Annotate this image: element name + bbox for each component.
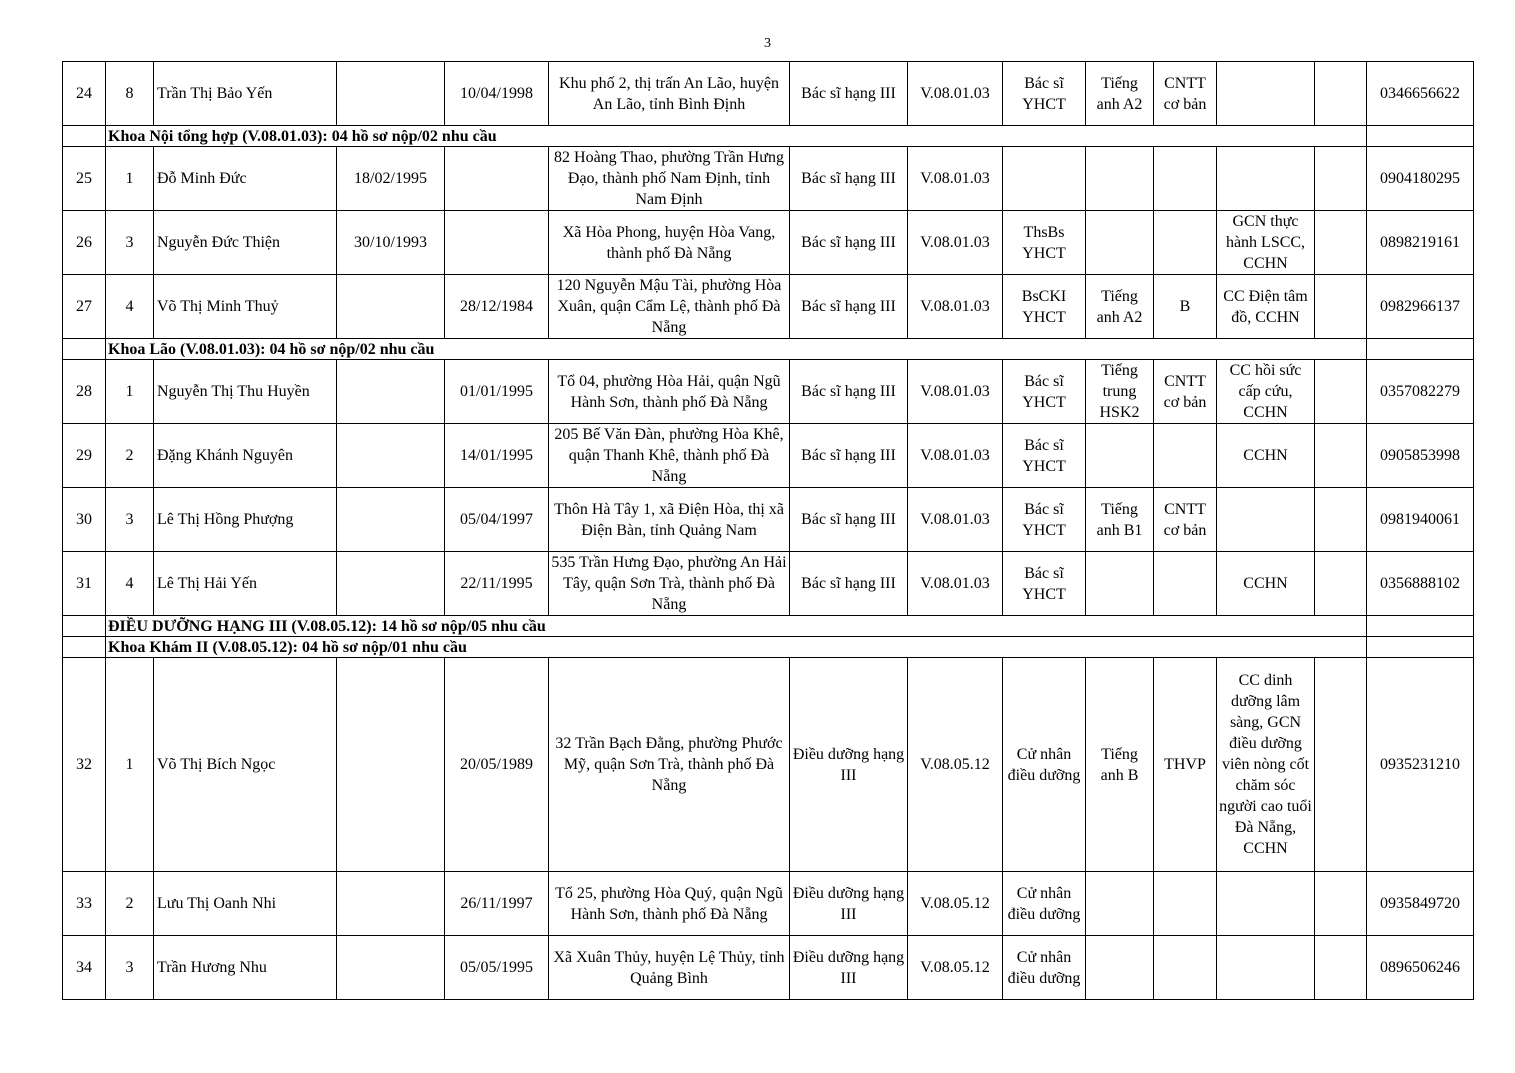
stt-cell: 30 xyxy=(63,488,106,552)
group-stt-cell: 3 xyxy=(106,488,154,552)
name-cell: Võ Thị Minh Thuỷ xyxy=(154,275,337,339)
dob-female-cell: 26/11/1997 xyxy=(445,872,549,936)
table-row xyxy=(63,872,1474,936)
group-stt-cell: 1 xyxy=(106,147,154,211)
table-row xyxy=(63,62,1474,126)
code-cell: V.08.01.03 xyxy=(908,62,1003,126)
certificate-cell: CC dinh dưỡng lâm sàng, GCN điều dưỡng viên nòng cốt chăm sóc người cao tuổi Đà Nẵng, CCHN xyxy=(1217,658,1315,872)
language-cell xyxy=(1086,552,1154,616)
section-header-row xyxy=(63,637,1474,658)
table-row xyxy=(63,488,1474,552)
stt-cell: 25 xyxy=(63,147,106,211)
table-body xyxy=(63,62,1474,1000)
address-cell: Thôn Hà Tây 1, xã Điện Hòa, thị xã Điện Bàn, tỉnh Quảng Nam xyxy=(549,488,790,552)
note-cell xyxy=(1315,552,1367,616)
dob-male-cell xyxy=(337,62,445,126)
degree-cell: Bác sĩ YHCT xyxy=(1003,62,1086,126)
dob-male-cell: 18/02/1995 xyxy=(337,147,445,211)
name-cell: Lê Thị Hồng Phượng xyxy=(154,488,337,552)
phone-cell: 0904180295 xyxy=(1367,147,1474,211)
it-cell xyxy=(1154,211,1217,275)
degree-cell: Bác sĩ YHCT xyxy=(1003,424,1086,488)
section-title: Khoa Lão (V.08.01.03): 04 hồ sơ nộp/02 nhu cầu xyxy=(106,339,1367,360)
section-spacer-cell xyxy=(63,616,106,637)
stt-cell: 32 xyxy=(63,658,106,872)
phone-cell: 0905853998 xyxy=(1367,424,1474,488)
group-stt-cell: 1 xyxy=(106,658,154,872)
code-cell: V.08.01.03 xyxy=(908,147,1003,211)
table-row xyxy=(63,936,1474,1000)
note-cell xyxy=(1315,360,1367,424)
position-cell: Bác sĩ hạng III xyxy=(790,211,908,275)
language-cell xyxy=(1086,872,1154,936)
certificate-cell xyxy=(1217,872,1315,936)
name-cell: Lưu Thị Oanh Nhi xyxy=(154,872,337,936)
stt-cell: 29 xyxy=(63,424,106,488)
group-stt-cell: 4 xyxy=(106,552,154,616)
phone-cell: 0981940061 xyxy=(1367,488,1474,552)
dob-female-cell xyxy=(445,211,549,275)
note-cell xyxy=(1315,147,1367,211)
note-cell xyxy=(1315,424,1367,488)
table-row xyxy=(63,211,1474,275)
group-stt-cell: 8 xyxy=(106,62,154,126)
dob-female-cell: 05/04/1997 xyxy=(445,488,549,552)
it-cell: B xyxy=(1154,275,1217,339)
position-cell: Bác sĩ hạng III xyxy=(790,275,908,339)
certificate-cell xyxy=(1217,147,1315,211)
dob-male-cell xyxy=(337,936,445,1000)
group-stt-cell: 4 xyxy=(106,275,154,339)
certificate-cell: GCN thực hành LSCC, CCHN xyxy=(1217,211,1315,275)
phone-cell: 0982966137 xyxy=(1367,275,1474,339)
dob-female-cell: 22/11/1995 xyxy=(445,552,549,616)
language-cell: Tiếng anh B1 xyxy=(1086,488,1154,552)
code-cell: V.08.01.03 xyxy=(908,211,1003,275)
degree-cell: Cử nhân điều dưỡng xyxy=(1003,872,1086,936)
degree-cell: Bác sĩ YHCT xyxy=(1003,360,1086,424)
address-cell: 32 Trần Bạch Đằng, phường Phước Mỹ, quận Sơn Trà, thành phố Đà Nẵng xyxy=(549,658,790,872)
dob-male-cell xyxy=(337,275,445,339)
address-cell: Xã Xuân Thủy, huyện Lệ Thủy, tỉnh Quảng Bình xyxy=(549,936,790,1000)
dob-female-cell: 01/01/1995 xyxy=(445,360,549,424)
dob-male-cell xyxy=(337,872,445,936)
certificate-cell xyxy=(1217,936,1315,1000)
code-cell: V.08.01.03 xyxy=(908,424,1003,488)
table-row xyxy=(63,424,1474,488)
stt-cell: 34 xyxy=(63,936,106,1000)
position-cell: Bác sĩ hạng III xyxy=(790,360,908,424)
note-cell xyxy=(1315,658,1367,872)
section-phone-cell xyxy=(1367,637,1474,658)
group-stt-cell: 3 xyxy=(106,211,154,275)
address-cell: 120 Nguyễn Mậu Tài, phường Hòa Xuân, quận Cẩm Lệ, thành phố Đà Nẵng xyxy=(549,275,790,339)
stt-cell: 27 xyxy=(63,275,106,339)
phone-cell: 0357082279 xyxy=(1367,360,1474,424)
language-cell: Tiếng anh A2 xyxy=(1086,275,1154,339)
degree-cell: BsCKI YHCT xyxy=(1003,275,1086,339)
position-cell: Điều dưỡng hạng III xyxy=(790,872,908,936)
language-cell: Tiếng trung HSK2 xyxy=(1086,360,1154,424)
dob-female-cell: 05/05/1995 xyxy=(445,936,549,1000)
code-cell: V.08.01.03 xyxy=(908,552,1003,616)
stt-cell: 28 xyxy=(63,360,106,424)
section-phone-cell xyxy=(1367,616,1474,637)
table-row xyxy=(63,658,1474,872)
phone-cell: 0346656622 xyxy=(1367,62,1474,126)
dob-female-cell: 28/12/1984 xyxy=(445,275,549,339)
dob-female-cell xyxy=(445,147,549,211)
phone-cell: 0935231210 xyxy=(1367,658,1474,872)
dob-male-cell xyxy=(337,658,445,872)
it-cell xyxy=(1154,872,1217,936)
certificate-cell: CCHN xyxy=(1217,424,1315,488)
certificate-cell xyxy=(1217,62,1315,126)
section-header-row xyxy=(63,616,1474,637)
section-title: Khoa Khám II (V.08.05.12): 04 hồ sơ nộp/01 nhu cầu xyxy=(106,637,1367,658)
certificate-cell xyxy=(1217,488,1315,552)
address-cell: 82 Hoàng Thao, phường Trần Hưng Đạo, thành phố Nam Định, tỉnh Nam Định xyxy=(549,147,790,211)
degree-cell: Bác sĩ YHCT xyxy=(1003,552,1086,616)
phone-cell: 0896506246 xyxy=(1367,936,1474,1000)
name-cell: Đặng Khánh Nguyên xyxy=(154,424,337,488)
address-cell: 535 Trần Hưng Đạo, phường An Hải Tây, quận Sơn Trà, thành phố Đà Nẵng xyxy=(549,552,790,616)
dob-male-cell xyxy=(337,360,445,424)
group-stt-cell: 3 xyxy=(106,936,154,1000)
section-title: ĐIỀU DƯỠNG HẠNG III (V.08.05.12): 14 hồ sơ nộp/05 nhu cầu xyxy=(106,616,1367,637)
address-cell: Tổ 04, phường Hòa Hải, quận Ngũ Hành Sơn, thành phố Đà Nẵng xyxy=(549,360,790,424)
certificate-cell: CC hồi sức cấp cứu, CCHN xyxy=(1217,360,1315,424)
phone-cell: 0356888102 xyxy=(1367,552,1474,616)
dob-male-cell: 30/10/1993 xyxy=(337,211,445,275)
group-stt-cell: 2 xyxy=(106,424,154,488)
name-cell: Võ Thị Bích Ngọc xyxy=(154,658,337,872)
dob-male-cell xyxy=(337,424,445,488)
language-cell: Tiếng anh A2 xyxy=(1086,62,1154,126)
table-row xyxy=(63,275,1474,339)
degree-cell: Cử nhân điều dưỡng xyxy=(1003,936,1086,1000)
certificate-cell: CCHN xyxy=(1217,552,1315,616)
note-cell xyxy=(1315,872,1367,936)
code-cell: V.08.05.12 xyxy=(908,936,1003,1000)
phone-cell: 0935849720 xyxy=(1367,872,1474,936)
code-cell: V.08.01.03 xyxy=(908,275,1003,339)
note-cell xyxy=(1315,488,1367,552)
address-cell: Xã Hòa Phong, huyện Hòa Vang, thành phố Đà Nẵng xyxy=(549,211,790,275)
it-cell xyxy=(1154,552,1217,616)
section-phone-cell xyxy=(1367,126,1474,147)
degree-cell xyxy=(1003,147,1086,211)
group-stt-cell: 2 xyxy=(106,872,154,936)
it-cell: CNTT cơ bản xyxy=(1154,488,1217,552)
note-cell xyxy=(1315,211,1367,275)
name-cell: Nguyễn Thị Thu Huyền xyxy=(154,360,337,424)
page-number: 3 xyxy=(764,36,771,51)
position-cell: Điều dưỡng hạng III xyxy=(790,658,908,872)
name-cell: Lê Thị Hải Yến xyxy=(154,552,337,616)
address-cell: 205 Bế Văn Đàn, phường Hòa Khê, quận Thanh Khê, thành phố Đà Nẵng xyxy=(549,424,790,488)
group-stt-cell: 1 xyxy=(106,360,154,424)
language-cell xyxy=(1086,424,1154,488)
section-phone-cell xyxy=(1367,339,1474,360)
certificate-cell: CC Điện tâm đồ, CCHN xyxy=(1217,275,1315,339)
note-cell xyxy=(1315,275,1367,339)
dob-male-cell xyxy=(337,552,445,616)
position-cell: Điều dưỡng hạng III xyxy=(790,936,908,1000)
position-cell: Bác sĩ hạng III xyxy=(790,552,908,616)
stt-cell: 24 xyxy=(63,62,106,126)
it-cell: CNTT cơ bản xyxy=(1154,62,1217,126)
dob-female-cell: 10/04/1998 xyxy=(445,62,549,126)
code-cell: V.08.05.12 xyxy=(908,872,1003,936)
it-cell xyxy=(1154,147,1217,211)
name-cell: Trần Thị Bảo Yến xyxy=(154,62,337,126)
section-header-row xyxy=(63,126,1474,147)
position-cell: Bác sĩ hạng III xyxy=(790,147,908,211)
address-cell: Khu phố 2, thị trấn An Lão, huyện An Lão, tỉnh Bình Định xyxy=(549,62,790,126)
stt-cell: 31 xyxy=(63,552,106,616)
stt-cell: 33 xyxy=(63,872,106,936)
table-row xyxy=(63,552,1474,616)
code-cell: V.08.01.03 xyxy=(908,360,1003,424)
it-cell xyxy=(1154,424,1217,488)
degree-cell: Bác sĩ YHCT xyxy=(1003,488,1086,552)
note-cell xyxy=(1315,62,1367,126)
section-spacer-cell xyxy=(63,126,106,147)
phone-cell: 0898219161 xyxy=(1367,211,1474,275)
language-cell xyxy=(1086,147,1154,211)
code-cell: V.08.05.12 xyxy=(908,658,1003,872)
it-cell: THVP xyxy=(1154,658,1217,872)
table-row xyxy=(63,147,1474,211)
degree-cell: Cử nhân điều dưỡng xyxy=(1003,658,1086,872)
candidate-table xyxy=(62,61,1474,1000)
section-header-row xyxy=(63,339,1474,360)
name-cell: Nguyễn Đức Thiện xyxy=(154,211,337,275)
section-spacer-cell xyxy=(63,339,106,360)
position-cell: Bác sĩ hạng III xyxy=(790,424,908,488)
language-cell: Tiếng anh B xyxy=(1086,658,1154,872)
dob-female-cell: 20/05/1989 xyxy=(445,658,549,872)
dob-female-cell: 14/01/1995 xyxy=(445,424,549,488)
note-cell xyxy=(1315,936,1367,1000)
degree-cell: ThsBs YHCT xyxy=(1003,211,1086,275)
language-cell xyxy=(1086,936,1154,1000)
address-cell: Tổ 25, phường Hòa Quý, quận Ngũ Hành Sơn, thành phố Đà Nẵng xyxy=(549,872,790,936)
code-cell: V.08.01.03 xyxy=(908,488,1003,552)
dob-male-cell xyxy=(337,488,445,552)
stt-cell: 26 xyxy=(63,211,106,275)
it-cell: CNTT cơ bản xyxy=(1154,360,1217,424)
name-cell: Trần Hương Nhu xyxy=(154,936,337,1000)
section-title: Khoa Nội tổng hợp (V.08.01.03): 04 hồ sơ nộp/02 nhu cầu xyxy=(106,126,1367,147)
table-row xyxy=(63,360,1474,424)
position-cell: Bác sĩ hạng III xyxy=(790,62,908,126)
name-cell: Đỗ Minh Đức xyxy=(154,147,337,211)
section-spacer-cell xyxy=(63,637,106,658)
it-cell xyxy=(1154,936,1217,1000)
position-cell: Bác sĩ hạng III xyxy=(790,488,908,552)
language-cell xyxy=(1086,211,1154,275)
